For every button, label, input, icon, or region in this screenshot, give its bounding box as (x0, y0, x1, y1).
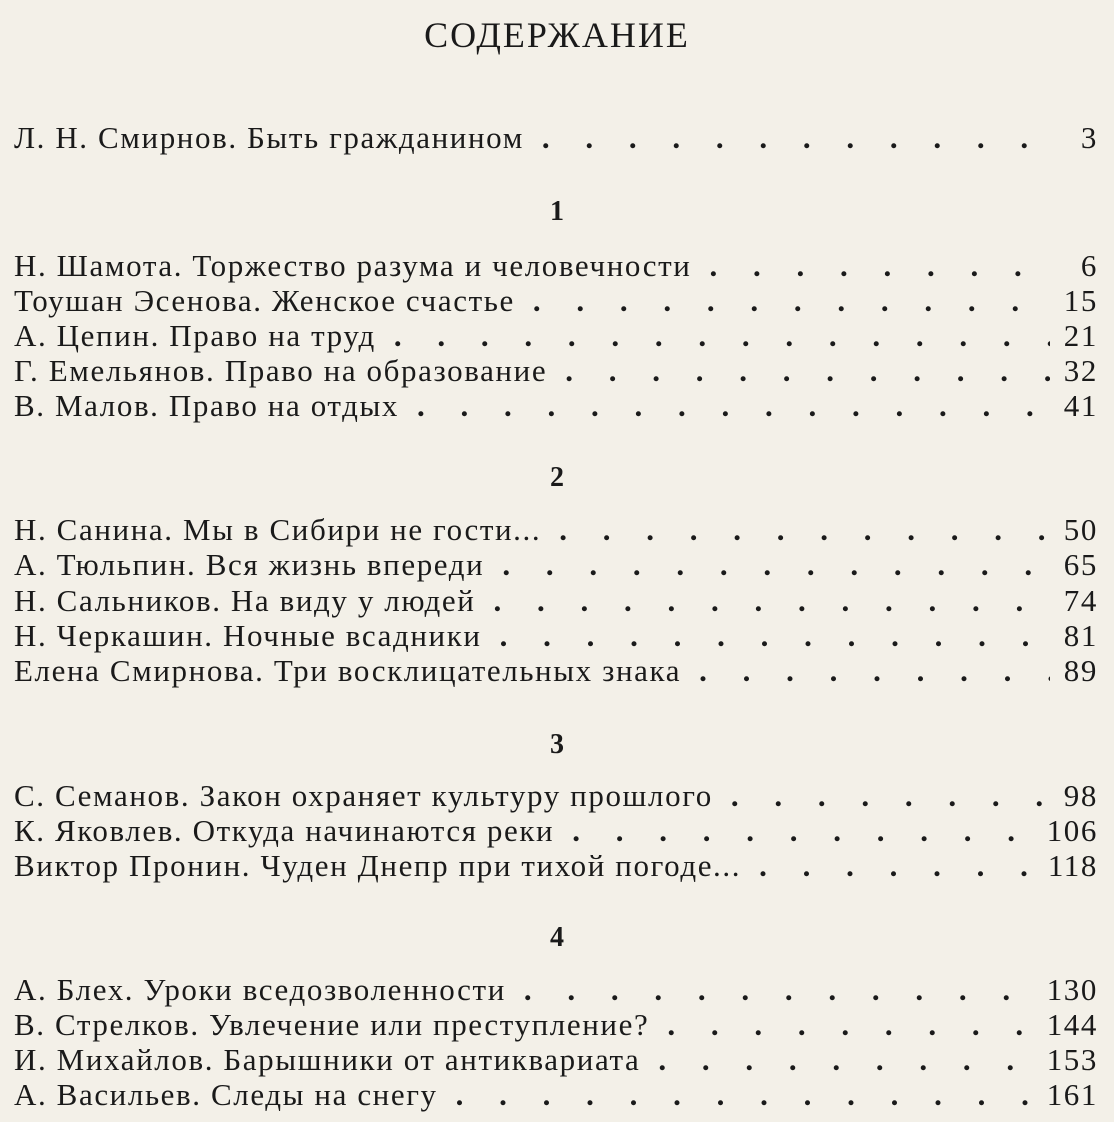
entry-page-number: 50 (1063, 512, 1098, 547)
entry-title: В. Малов. Право на отдых (14, 388, 400, 423)
entry-title: А. Цепин. Право на труд (14, 318, 376, 353)
entry-title: А. Блех. Уроки вседозволенности (14, 972, 506, 1007)
entry-title: К. Яковлев. Откуда начинаются реки (14, 813, 555, 848)
dot-leader (524, 972, 1039, 1008)
dot-leader (417, 388, 1050, 424)
entry-title: Н. Черкашин. Ночные всадники (14, 618, 482, 653)
dot-leader (699, 653, 1050, 689)
dot-leader (502, 547, 1050, 583)
entry-page-number: 89 (1063, 653, 1098, 688)
dot-leader (542, 120, 1050, 156)
entry-title: В. Стрелков. Увлечение или преступление? (14, 1007, 650, 1042)
section-number: 1 (550, 196, 564, 227)
entry-title: Н. Сальников. На виду у людей (14, 583, 476, 618)
toc-entry[interactable] (14, 583, 1098, 619)
toc-entry[interactable] (14, 813, 1098, 849)
toc-entry[interactable] (14, 618, 1098, 654)
entry-page-number: 144 (1046, 1007, 1098, 1042)
entry-title: Елена Смирнова. Три восклицательных знака (14, 653, 682, 688)
entry-page-number: 118 (1047, 848, 1098, 883)
section-number: 2 (550, 462, 564, 493)
entry-page-number: 32 (1063, 353, 1098, 388)
toc-entry[interactable] (14, 778, 1098, 814)
entry-title: Л. Н. Смирнов. Быть гражданином (14, 120, 524, 155)
toc-entry[interactable] (14, 353, 1098, 389)
toc-entry[interactable] (14, 653, 1098, 689)
section-number: 3 (550, 729, 564, 760)
entry-page-number: 3 (1080, 120, 1098, 155)
toc-entry[interactable] (14, 1077, 1098, 1113)
entry-title: А. Тюльпин. Вся жизнь впереди (14, 547, 485, 582)
section-number: 4 (550, 922, 564, 953)
dot-leader (559, 512, 1050, 548)
entry-title: С. Семанов. Закон охраняет культуру прошлого (14, 778, 713, 813)
entry-page-number: 161 (1046, 1077, 1098, 1112)
dot-leader (533, 283, 1050, 319)
dot-leader (565, 353, 1050, 389)
entry-page-number: 21 (1063, 318, 1098, 353)
entry-page-number: 41 (1063, 388, 1098, 423)
entry-page-number: 153 (1046, 1042, 1098, 1077)
dot-leader (667, 1007, 1038, 1043)
dot-leader (394, 318, 1050, 354)
toc-entry[interactable] (14, 318, 1098, 354)
page-title: СОДЕРЖАНИЕ (424, 15, 690, 55)
dot-leader (759, 848, 1040, 884)
entry-page-number: 74 (1063, 583, 1098, 618)
entry-title: И. Михайлов. Барышники от антиквариата (14, 1042, 641, 1077)
dot-leader (731, 778, 1050, 814)
toc-entry[interactable] (14, 972, 1098, 1008)
toc-entry-intro[interactable] (14, 120, 1098, 156)
entry-title: Виктор Пронин. Чуден Днепр при тихой погоде... (14, 848, 742, 883)
toc-entry[interactable] (14, 547, 1098, 583)
entry-page-number: 6 (1080, 248, 1098, 283)
toc-entry[interactable] (14, 512, 1098, 548)
entry-page-number: 130 (1046, 972, 1098, 1007)
toc-entry[interactable] (14, 1042, 1098, 1078)
entry-title: Тоушан Эсенова. Женское счастье (14, 283, 515, 318)
entry-page-number: 106 (1046, 813, 1098, 848)
toc-entry[interactable] (14, 283, 1098, 319)
entry-page-number: 98 (1063, 778, 1098, 813)
dot-leader (658, 1042, 1038, 1078)
entry-page-number: 65 (1063, 547, 1098, 582)
entry-page-number: 15 (1063, 283, 1098, 318)
toc-entry[interactable] (14, 248, 1098, 284)
dot-leader (500, 618, 1050, 654)
toc-entry[interactable] (14, 848, 1098, 884)
entry-page-number: 81 (1063, 618, 1098, 653)
toc-entry[interactable] (14, 1007, 1098, 1043)
dot-leader (709, 248, 1050, 284)
dot-leader (572, 813, 1038, 849)
toc-entry[interactable] (14, 388, 1098, 424)
entry-title: Г. Емельянов. Право на образование (14, 353, 548, 388)
entry-title: А. Васильев. Следы на снегу (14, 1077, 438, 1112)
entry-title: Н. Шамота. Торжество разума и человечности (14, 248, 692, 283)
dot-leader (493, 583, 1050, 619)
dot-leader (456, 1077, 1039, 1113)
entry-title: Н. Санина. Мы в Сибири не гости... (14, 512, 542, 547)
